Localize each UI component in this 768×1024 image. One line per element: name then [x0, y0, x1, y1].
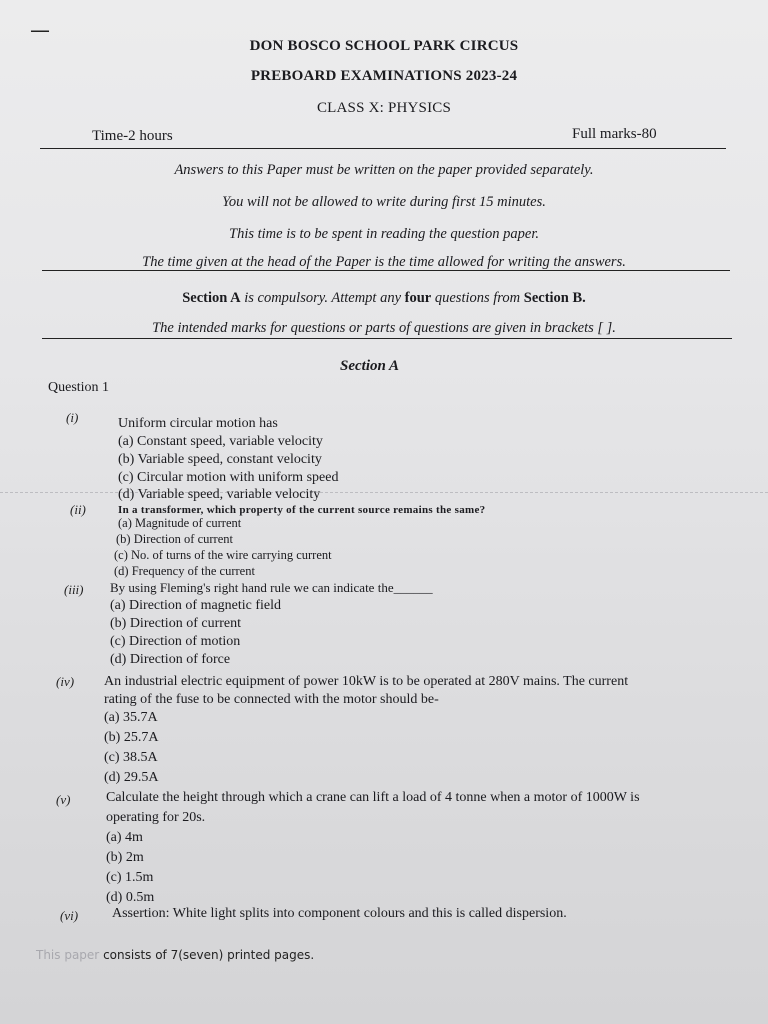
footer-text: consists of 7(seven) printed pages.	[99, 948, 315, 962]
option-a: (a) 4m	[106, 830, 143, 845]
question-stem: In a transformer, which property of the current source remains the same?	[118, 504, 486, 516]
section-title: Section A	[340, 358, 400, 374]
option-a: (a) 35.7A	[104, 710, 158, 725]
school-name: DON BOSCO SCHOOL PARK CIRCUS	[249, 38, 519, 54]
question-number: (iii)	[64, 582, 84, 597]
footer-faded-text: This paper	[36, 948, 100, 962]
question-stem-line-2: operating for 20s.	[106, 810, 206, 825]
option-d: (d) 29.5A	[104, 770, 159, 785]
question-number: (iv)	[56, 674, 75, 689]
option-d: (d) Direction of force	[110, 652, 231, 667]
header-rule	[40, 148, 726, 149]
instruction-5-part-d: questions from	[431, 290, 524, 306]
option-b: (b) Variable speed, constant velocity	[118, 452, 322, 467]
instruction-5-section-a: Section A	[182, 290, 241, 306]
option-c: (c) Circular motion with uniform speed	[118, 470, 339, 485]
instruction-1: Answers to this Paper must be written on the paper provided separately.	[174, 162, 594, 178]
option-a: (a) Constant speed, variable velocity	[118, 434, 323, 449]
paper-fold-line	[0, 492, 768, 494]
question-stem: Uniform circular motion has	[118, 416, 278, 431]
question-number: (ii)	[70, 502, 86, 517]
instruction-3: This time is to be spent in reading the question paper.	[229, 226, 539, 242]
instruction-rule-1	[42, 270, 730, 271]
option-b: (b) 25.7A	[104, 730, 159, 745]
instruction-5-part-b: is compulsory. Attempt any	[240, 290, 405, 306]
question-stem-line-1: An industrial electric equipment of power 10kW is to be operated at 280V mains. The current	[104, 674, 629, 689]
question-number: (v)	[56, 792, 71, 807]
question-title: Question 1	[48, 380, 110, 395]
question-number: (vi)	[60, 908, 79, 923]
question-stem: Assertion: White light splits into component colours and this is called dispersion.	[112, 906, 567, 921]
class-subject: CLASS X: PHYSICS	[316, 100, 452, 116]
page-footer	[36, 948, 314, 962]
instruction-2: You will not be allowed to write during first 15 minutes.	[222, 194, 546, 210]
option-a: (a) Direction of magnetic field	[110, 598, 282, 613]
exam-title: PREBOARD EXAMINATIONS 2023-24	[250, 68, 518, 84]
option-b: (b) Direction of current	[116, 532, 233, 546]
option-c: (c) 1.5m	[106, 870, 154, 885]
instruction-6: The intended marks for questions or parts of questions are given in brackets [ ].	[152, 320, 616, 336]
time-allowed: Time-2 hours	[92, 128, 173, 144]
question-number: (i)	[66, 410, 79, 425]
option-c: (c) Direction of motion	[110, 634, 241, 649]
instruction-rule-2	[42, 338, 732, 339]
question-stem: By using Fleming's right hand rule we can indicate the______	[110, 580, 433, 595]
instruction-5-four: four	[404, 290, 432, 306]
full-marks: Full marks-80	[572, 126, 657, 142]
pen-mark-icon: —	[30, 18, 50, 42]
option-a: (a) Magnitude of current	[118, 516, 242, 530]
option-b: (b) Direction of current	[110, 616, 241, 631]
option-d: (d) 0.5m	[106, 890, 155, 905]
question-stem-line-2: rating of the fuse to be connected with the motor should be-	[104, 692, 439, 707]
option-d: (d) Variable speed, variable velocity	[118, 487, 321, 502]
option-b: (b) 2m	[106, 850, 144, 865]
instruction-5-section-b: Section B.	[523, 290, 586, 306]
option-d: (d) Frequency of the current	[114, 564, 255, 578]
instruction-5	[0, 290, 768, 307]
question-stem-line-1: Calculate the height through which a crane can lift a load of 4 tonne when a motor of 1000W is	[106, 790, 640, 805]
option-c: (c) No. of turns of the wire carrying current	[114, 548, 332, 562]
option-c: (c) 38.5A	[104, 750, 158, 765]
instruction-4: The time given at the head of the Paper is the time allowed for writing the answers.	[142, 254, 626, 270]
